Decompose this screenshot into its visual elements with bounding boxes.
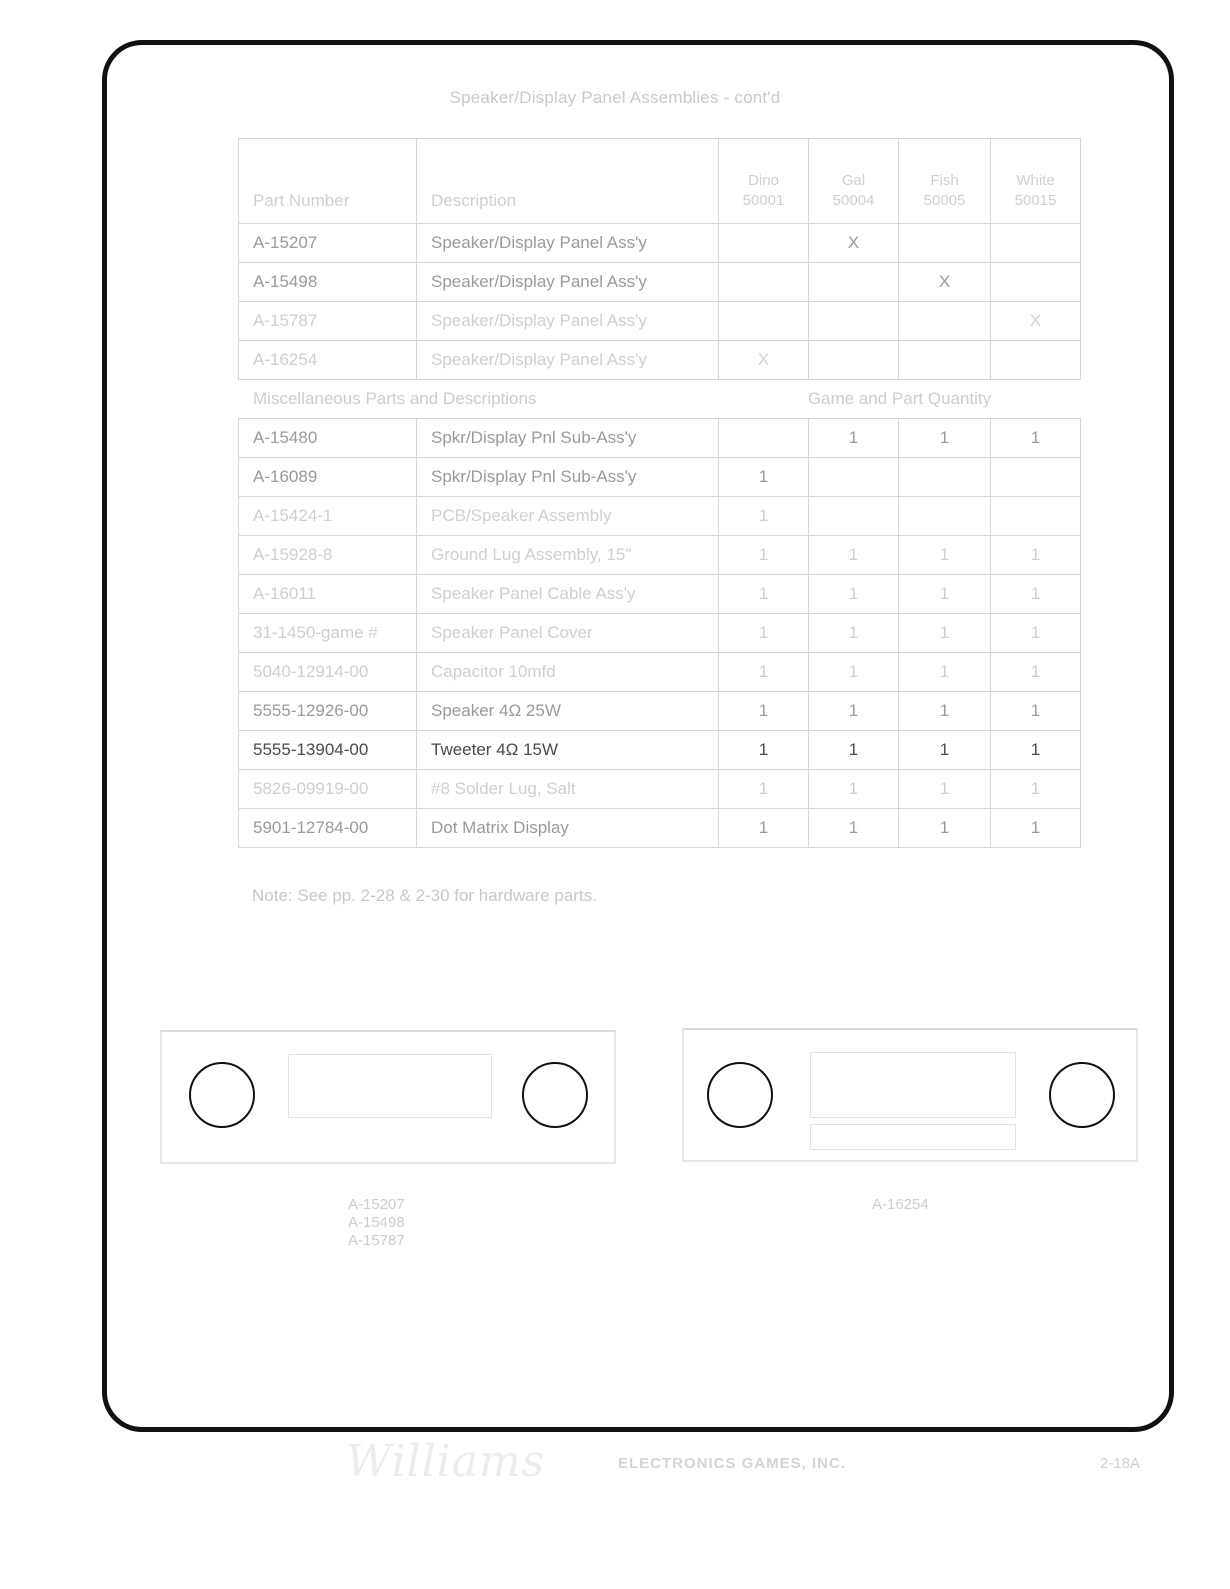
section-game-quantity: Game and Part Quantity — [719, 380, 1081, 419]
qty-cell — [899, 341, 991, 380]
diagram-label: A-15787 — [348, 1232, 405, 1249]
parts-table — [238, 138, 1081, 848]
qty-cell: 1 — [809, 575, 899, 614]
part-number: 5901-12784-00 — [239, 809, 417, 848]
qty-cell: 1 — [809, 614, 899, 653]
qty-cell: 1 — [991, 536, 1081, 575]
qty-cell — [991, 224, 1081, 263]
part-description: Tweeter 4Ω 15W — [417, 731, 719, 770]
part-number: 5040-12914-00 — [239, 653, 417, 692]
qty-cell: 1 — [719, 653, 809, 692]
display-window — [288, 1054, 492, 1118]
qty-cell — [899, 458, 991, 497]
footer-company: ELECTRONICS GAMES, INC. — [618, 1455, 847, 1472]
qty-cell: 1 — [991, 809, 1081, 848]
part-description: Speaker Panel Cover — [417, 614, 719, 653]
part-description: Speaker/Display Panel Ass'y — [417, 302, 719, 341]
header-description: Description — [417, 139, 719, 224]
part-number: A-15787 — [239, 302, 417, 341]
qty-cell: 1 — [719, 614, 809, 653]
header-game-white: White 50015 — [991, 139, 1081, 224]
part-description: Spkr/Display Pnl Sub-Ass'y — [417, 419, 719, 458]
qty-cell: X — [899, 263, 991, 302]
qty-cell: 1 — [991, 731, 1081, 770]
part-number: A-15207 — [239, 224, 417, 263]
qty-cell: 1 — [719, 731, 809, 770]
table-row — [239, 536, 1081, 575]
qty-cell: 1 — [719, 497, 809, 536]
left-diagram-labels — [348, 1196, 405, 1250]
qty-cell: 1 — [719, 809, 809, 848]
part-number: 31-1450-game # — [239, 614, 417, 653]
qty-cell: X — [809, 224, 899, 263]
qty-cell: 1 — [899, 809, 991, 848]
table-row — [239, 263, 1081, 302]
table-row — [239, 575, 1081, 614]
qty-cell — [809, 302, 899, 341]
qty-cell: 1 — [899, 419, 991, 458]
qty-cell: 1 — [809, 536, 899, 575]
qty-cell: 1 — [899, 575, 991, 614]
section-header-row — [239, 380, 1081, 419]
panel-diagram-right — [682, 1028, 1138, 1162]
qty-cell: 1 — [991, 614, 1081, 653]
table-row — [239, 653, 1081, 692]
page-number: 2-18A — [1100, 1455, 1141, 1472]
part-number: A-15498 — [239, 263, 417, 302]
hardware-note: Note: See pp. 2-28 & 2-30 for hardware parts. — [252, 886, 597, 905]
diagram-label: A-15207 — [348, 1196, 405, 1213]
qty-cell: X — [991, 302, 1081, 341]
qty-cell: 1 — [991, 692, 1081, 731]
part-description: Speaker 4Ω 25W — [417, 692, 719, 731]
qty-cell: 1 — [809, 731, 899, 770]
qty-cell: 1 — [991, 653, 1081, 692]
panel-diagram-left — [160, 1030, 616, 1164]
qty-cell — [991, 497, 1081, 536]
page-title: Speaker/Display Panel Assemblies - cont'd — [449, 88, 781, 107]
diagram-label: A-15498 — [348, 1214, 405, 1231]
qty-cell — [809, 497, 899, 536]
speaker-circle-left — [189, 1062, 255, 1128]
qty-cell: 1 — [899, 653, 991, 692]
qty-cell: 1 — [899, 536, 991, 575]
qty-cell: 1 — [899, 692, 991, 731]
qty-cell: 1 — [719, 692, 809, 731]
part-number: A-15928-8 — [239, 536, 417, 575]
qty-cell — [719, 419, 809, 458]
part-number: 5555-13904-00 — [239, 731, 417, 770]
qty-cell: 1 — [719, 536, 809, 575]
qty-cell — [719, 263, 809, 302]
qty-cell — [991, 458, 1081, 497]
qty-cell — [809, 263, 899, 302]
qty-cell — [809, 458, 899, 497]
table-row — [239, 302, 1081, 341]
qty-cell: 1 — [719, 458, 809, 497]
part-description: Speaker/Display Panel Ass'y — [417, 224, 719, 263]
table-row — [239, 770, 1081, 809]
part-description: #8 Solder Lug, Salt — [417, 770, 719, 809]
qty-cell: 1 — [899, 614, 991, 653]
williams-logo: Williams — [346, 1436, 546, 1487]
part-number: A-16254 — [239, 341, 417, 380]
qty-cell: 1 — [809, 692, 899, 731]
table-row — [239, 614, 1081, 653]
part-description: Speaker Panel Cable Ass'y — [417, 575, 719, 614]
qty-cell: 1 — [809, 770, 899, 809]
qty-cell: 1 — [809, 809, 899, 848]
header-game-gal: Gal 50004 — [809, 139, 899, 224]
table-row — [239, 341, 1081, 380]
part-number: A-15480 — [239, 419, 417, 458]
qty-cell — [899, 224, 991, 263]
part-description: Dot Matrix Display — [417, 809, 719, 848]
section-misc-parts: Miscellaneous Parts and Descriptions — [239, 380, 719, 419]
diagram-label: A-16254 — [872, 1196, 929, 1213]
header-game-fish: Fish 50005 — [899, 139, 991, 224]
qty-cell: 1 — [809, 419, 899, 458]
qty-cell — [899, 497, 991, 536]
qty-cell: 1 — [899, 770, 991, 809]
part-number: A-15424-1 — [239, 497, 417, 536]
qty-cell: 1 — [991, 770, 1081, 809]
part-description: Capacitor 10mfd — [417, 653, 719, 692]
header-game-dino: Dino 50001 — [719, 139, 809, 224]
part-number: A-16011 — [239, 575, 417, 614]
qty-cell — [991, 341, 1081, 380]
part-description: Speaker/Display Panel Ass'y — [417, 341, 719, 380]
qty-cell: 1 — [991, 419, 1081, 458]
qty-cell — [899, 302, 991, 341]
display-lower-strip — [810, 1124, 1016, 1150]
part-description: PCB/Speaker Assembly — [417, 497, 719, 536]
qty-cell: 1 — [719, 575, 809, 614]
table-row — [239, 692, 1081, 731]
qty-cell — [809, 341, 899, 380]
part-number: 5826-09919-00 — [239, 770, 417, 809]
table-header-row — [239, 139, 1081, 224]
part-description: Ground Lug Assembly, 15" — [417, 536, 719, 575]
display-window — [810, 1052, 1016, 1118]
speaker-circle-right — [1049, 1062, 1115, 1128]
table-row — [239, 731, 1081, 770]
qty-cell: X — [719, 341, 809, 380]
qty-cell: 1 — [991, 575, 1081, 614]
table-row — [239, 497, 1081, 536]
part-number: 5555-12926-00 — [239, 692, 417, 731]
qty-cell — [991, 263, 1081, 302]
table-row — [239, 419, 1081, 458]
table-row — [239, 224, 1081, 263]
table-row — [239, 458, 1081, 497]
qty-cell — [719, 224, 809, 263]
speaker-circle-left — [707, 1062, 773, 1128]
qty-cell: 1 — [719, 770, 809, 809]
qty-cell — [719, 302, 809, 341]
header-part-number: Part Number — [239, 139, 417, 224]
part-description: Spkr/Display Pnl Sub-Ass'y — [417, 458, 719, 497]
part-number: A-16089 — [239, 458, 417, 497]
qty-cell: 1 — [809, 653, 899, 692]
speaker-circle-right — [522, 1062, 588, 1128]
qty-cell: 1 — [899, 731, 991, 770]
table-row — [239, 809, 1081, 848]
part-description: Speaker/Display Panel Ass'y — [417, 263, 719, 302]
